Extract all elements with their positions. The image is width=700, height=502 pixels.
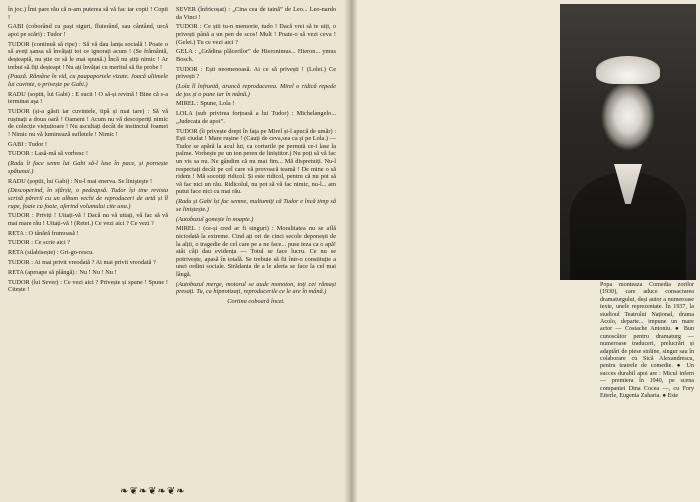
text-paragraph: TUDOR : Ai mai privit vreodată ? Ai mai privit vreodată ? [8, 259, 156, 267]
decorative-ornament: ❧❦❧❦❧❦❧ [120, 486, 186, 497]
text-paragraph: (Autobuzul gonește în noapte.) [176, 215, 254, 223]
text-paragraph: TUDOR : Ce știi tu-n memorie, tudo ! Dacă vrei să te uiți, o privești până a un pen de scos! Mult ! Poate-o să vezi ceva ! (Gelei.) Tu ce vezi aici ? [176, 23, 336, 46]
text-paragraph: TUDOR (și-a găsit iar cuvintele, tipă și mai tare) : Să vă rușinați a doua oară ! Oameni ! Acum nu vă descoperiți nimic de colecție viețuitoare ! Nu ascultați decât de instinctul foamei ! Nimic nu vă luminează sufletele ! Nimic ! [8, 108, 168, 138]
text-paragraph: Cortina coboară încet. [227, 298, 285, 306]
text-paragraph: (Descoperind, în sfârșit, o pedeapsă. Tudor își tine revista scrisă părerii cu un album vechi de reproduceri de artă și îl rupe, foaie cu foaie, aferind volumului cite una.) [8, 187, 168, 210]
text-paragraph: TUDOR (continuă să ripe) : Să vă dau lanța socială ! Poate o să aveți șansa să învățați tot ce ignorați acum ! (Se frământă, deșteaptă, nu știe ce să le mai spună.) Încă nu știți nimic ! Ar trebui să fiți deșteapt ! Nu ați învățat cu meritul să fie probe ! [8, 40, 168, 71]
text-paragraph: RADU (soptit, lui Gabi) : E sucit ! O să-și revină ! Bine că s-a terminat aşa ! [8, 90, 168, 106]
photo-caption-text: Popa monteaza Comedia zorilor (1930), care aduce consacrarea dramaturgului, deși autor a numeroase texte, unele reprezentate. În 1937, la studioul Teatrului Național, drama Acolo, departe... impune un mare actor — Costache Antoniu. ● Bun cunoscător pentru dramaturg — numeroase traduceri, prelucrări și adaptări de piese străine, singur sau în colaborare cu Sică Alexandrescu, pentru teatrele de comedie. ● Un succes durabil apoi are : Micul infern — premiera în 1940, pe scena companiei Dina Cocea —, cu Fory Etterle, Eugenia Zaharia. ● Este [600, 282, 694, 400]
text-paragraph: TUDOR : Ce scrie aici ? [8, 239, 71, 247]
text-paragraph: (Pauză. Rămâne în vid, cu paapaportele vizate. Joacă ultimele lui cuvinte, o privește pe Gabi.) [8, 73, 168, 88]
text-paragraph: LOLA (sub privirea forțoasă a lui Tudor) : Michelangelo... „Judecata de apoi”. [176, 110, 336, 125]
text-paragraph: în joc.) Îmi pare rău că n-am puterea să vă fac iar copii ! Copii ! [8, 6, 168, 21]
text-paragraph: GABI (coborând cu pași siguri, fluierând, sau cântând, urcă apoi pe scări) : Tudor ! [8, 23, 168, 38]
text-paragraph: TUDOR (lui Sever) : Ce vezi aici ? Privește și spune ! Spune ! Citește ! [8, 278, 168, 294]
text-paragraph: MIREL : (ce-și cred ar fi singuri) : Moralitatea nu se află niciodată la extreme. Cind ați ori de cinci secole deponești de la alții, o tragedie de cel care pe a ne face... puse teza ca o apă! atât câți dau evidența — Totul se face lucru. Ce nu se potrivește, apasă în totală. Se trebuie să fii într-o constituție a unei ordini sociale. Strădania de a le alerta se face la cel mai lângă. [176, 225, 336, 278]
left-column-1 [8, 6, 168, 296]
text-paragraph: (Autobuzul merge, motorul se aude monoton, toți cei rămași presați. Tu, ca hipnotizați, reproducerile ce le are în mână.) [176, 280, 336, 296]
text-paragraph: GABI : Tudor ! [8, 140, 48, 148]
text-paragraph: TUDOR : Ești neomenoasă. Ai ce să privești ! (Lolei.) Ce privești ? [176, 65, 336, 81]
page-gutter [344, 0, 358, 502]
text-paragraph: GELA : „Grădina plăcerilor” de Hieronimus... Hieron... ymus Bosch. [176, 48, 336, 63]
text-paragraph: RETA (silabisește) : Gri-go-rescu. [8, 249, 94, 257]
text-paragraph: MIREL : Spune, Lola ! [176, 100, 235, 108]
text-paragraph: SEVER (înfricoșat) : „Cina cea de taină” de Leo... Leo-nardo da Vinci ! [176, 6, 336, 21]
left-column-2 [176, 6, 336, 308]
text-paragraph: TUDOR (îi privește drept în fața pe Mirel și-l apucă de umăr) : Ești ciudat ! Mare rușine ! (Cauți de ceva,sea ca și pe Lola.) — Tudor se apără la acul lui, ca corturile pe pernută ce-i lase la palme. Vorbește pe un ton peren de liniștitor.) Nu poți să vă fac un vis sa nu. Ne gândim că nu mai fim... Mă dispretuiți. Nu-l respectați decât pe cel care vă provoacă teamă ! De mine o să ridem ! Mă socotiți ridicol. Și este ridicol, pentru că nu pot să vă fac nici un rău. Ridicolul, nu pot să vă fac nimic, nu-l... am putut face nici cu mai rău. [176, 127, 336, 196]
text-paragraph: (Lola îl înfruntă, aruncă reproducerea. Mirel o ridică repede de jos și o pune iar în mână.) [176, 83, 336, 98]
text-paragraph: RADU (șoptit, lui Gabi) : Nu-l mai enerva. Se linişteşte ! [8, 177, 153, 185]
text-paragraph: TUDOR : Priviți ! Uitați-vă ! Dacă nu vă uitați, vă fac să vă mai mare rău ! Uitați-vă ! (Retei.) Ce vezi aici ? Ce vezi ? [8, 212, 168, 227]
text-paragraph: RETA (aproape să plângă) : Nu ! Nu ! Nu ! [8, 268, 117, 276]
portrait-photo [560, 4, 696, 280]
text-paragraph: (Radu și Gabi își fac semne, multumiți că Tudor e încă timp să se liniștește.) [176, 198, 336, 213]
text-paragraph: RETA : O tânără frumoasă ! [8, 229, 79, 237]
text-paragraph: (Radu îi face semn lui Gabi să-l lase în pace, și pornește spătunai.) [8, 160, 168, 175]
text-paragraph: TUDOR : Lasă-mă să vorbesc ! [8, 150, 88, 158]
portrait-hair [596, 56, 660, 84]
